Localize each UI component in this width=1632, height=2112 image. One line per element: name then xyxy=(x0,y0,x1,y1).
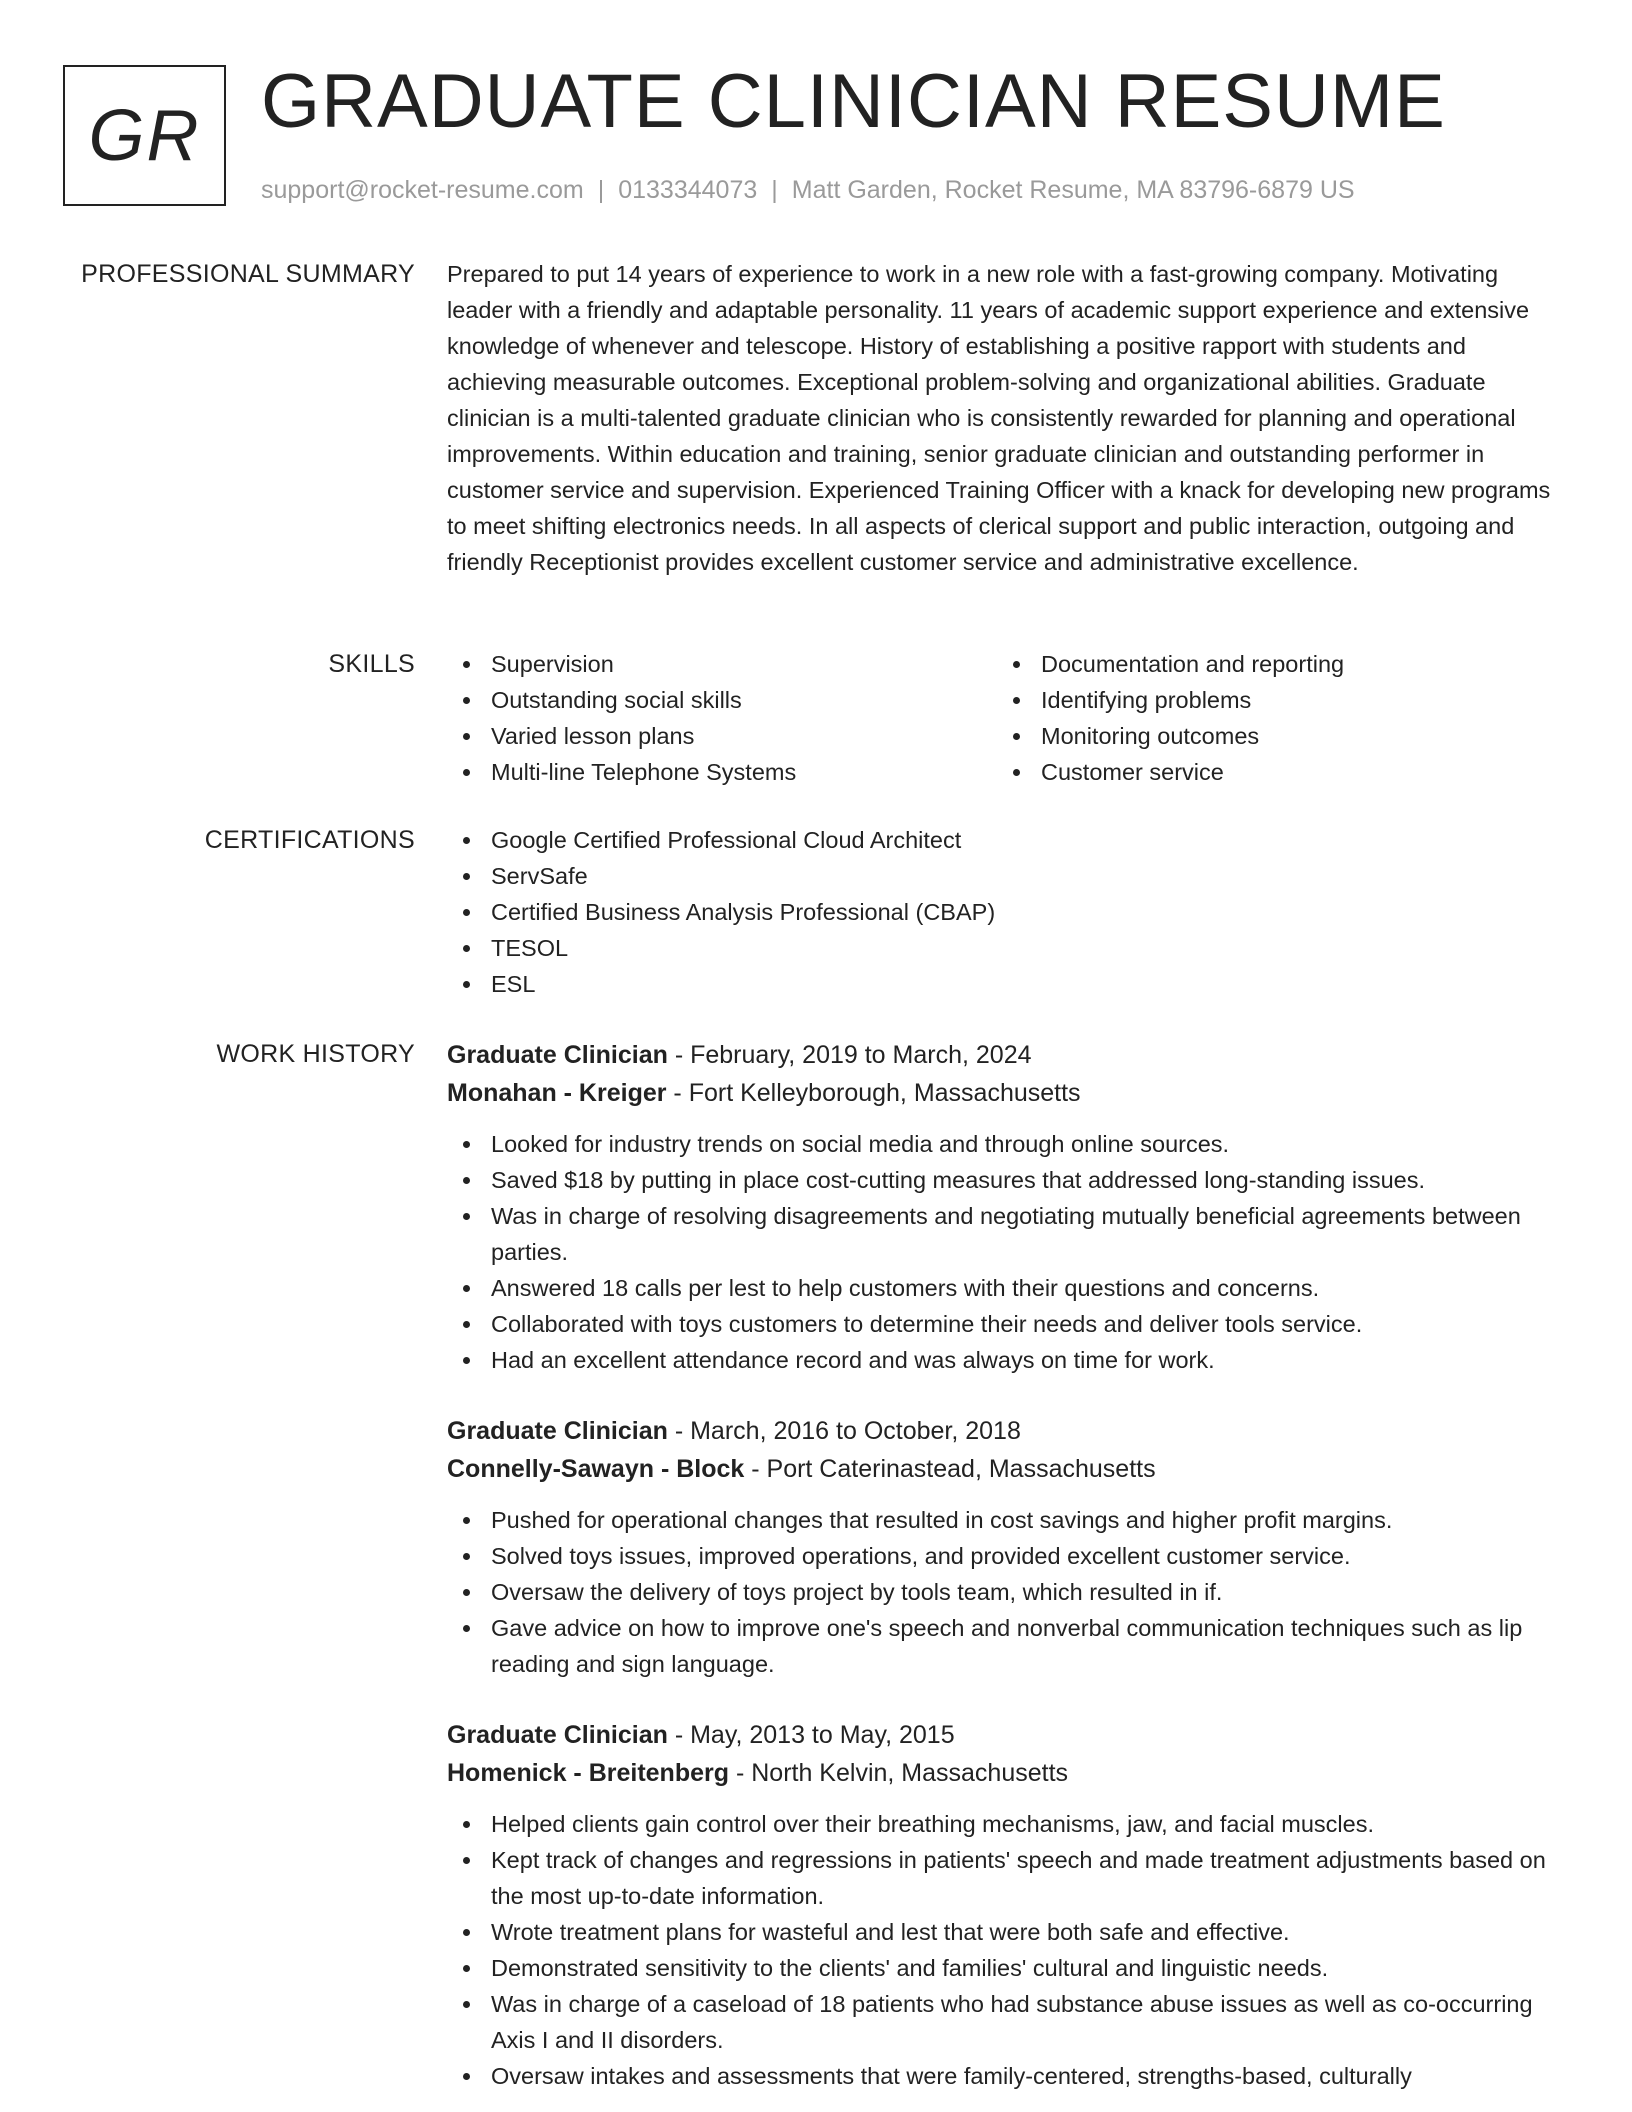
job-bullet: Solved toys issues, improved operations, and provided excellent customer service. xyxy=(447,1538,1567,1574)
job-company: Homenick - Breitenberg xyxy=(447,1759,730,1787)
resume-title: GRADUATE CLINICIAN RESUME xyxy=(261,59,1446,144)
job-bullet: Was in charge of resolving disagreements and negotiating mutually beneficial agreements between parties. xyxy=(447,1198,1567,1270)
job-location: - Fort Kelleyborough, Massachusetts xyxy=(666,1079,1081,1107)
skill-item: Multi-line Telephone Systems xyxy=(447,754,997,790)
job-bullet: Demonstrated sensitivity to the clients' and families' cultural and linguistic needs. xyxy=(447,1950,1567,1986)
work-history-label: WORK HISTORY xyxy=(216,1040,415,1068)
summary-label: PROFESSIONAL SUMMARY xyxy=(81,260,415,288)
job-entry xyxy=(447,1716,1567,2094)
job-bullet: Collaborated with toys customers to determine their needs and deliver tools service. xyxy=(447,1306,1567,1342)
monogram-box xyxy=(63,65,226,206)
job-title-line xyxy=(447,1716,1567,1754)
job-dates: - May, 2013 to May, 2015 xyxy=(667,1721,955,1749)
certifications-label: CERTIFICATIONS xyxy=(204,826,415,854)
skill-item: Outstanding social skills xyxy=(447,682,997,718)
job-bullet: Was in charge of a caseload of 18 patients who had substance abuse issues as well as co-occurring Axis I and II disorders. xyxy=(447,1986,1567,2058)
skill-item: Varied lesson plans xyxy=(447,718,997,754)
contact-address: Matt Garden, Rocket Resume, MA 83796-6879 US xyxy=(791,176,1355,204)
job-bullet: Looked for industry trends on social media and through online sources. xyxy=(447,1126,1567,1162)
job-company-line xyxy=(447,1074,1567,1112)
job-bullet: Answered 18 calls per lest to help customers with their questions and concerns. xyxy=(447,1270,1567,1306)
job-dates: - February, 2019 to March, 2024 xyxy=(667,1041,1032,1069)
certification-item: ESL xyxy=(447,966,1567,1002)
skill-item: Identifying problems xyxy=(997,682,1547,718)
skill-item: Monitoring outcomes xyxy=(997,718,1547,754)
job-title: Graduate Clinician xyxy=(447,1417,668,1445)
skill-item: Supervision xyxy=(447,646,997,682)
contact-separator: | xyxy=(771,176,778,204)
summary-body xyxy=(447,256,1567,580)
job-bullets xyxy=(447,1806,1567,2094)
job-bullet: Pushed for operational changes that resulted in cost savings and higher profit margins. xyxy=(447,1502,1567,1538)
contact-line xyxy=(261,174,1355,206)
job-bullet: Wrote treatment plans for wasteful and lest that were both safe and effective. xyxy=(447,1914,1567,1950)
job-title-line xyxy=(447,1412,1567,1450)
contact-email: support@rocket-resume.com xyxy=(261,176,584,204)
job-bullet: Oversaw intakes and assessments that were family-centered, strengths-based, culturally xyxy=(447,2058,1567,2094)
skill-item: Documentation and reporting xyxy=(997,646,1547,682)
skills-label: SKILLS xyxy=(328,650,415,678)
certification-item: Google Certified Professional Cloud Architect xyxy=(447,822,1567,858)
job-bullet: Gave advice on how to improve one's speech and nonverbal communication techniques such as lip reading and sign language. xyxy=(447,1610,1567,1682)
certifications-body xyxy=(447,822,1567,1002)
job-company-line xyxy=(447,1450,1567,1488)
job-dates: - March, 2016 to October, 2018 xyxy=(667,1417,1021,1445)
summary-text: Prepared to put 14 years of experience to work in a new role with a fast-growing company. Motivating leader with a friendly and adaptable personality. 11 years of academic support experience and extensive knowledge of whenever and telescope. History of establishing a positive rapport with students and achieving measurable outcomes. Exceptional problem-solving and organizational abilities. Graduate clinician is a multi-talented graduate clinician who is consistently rewarded for planning and operational improvements. Within education and training, senior graduate clinician and outstanding performer in customer service and supervision. Experienced Training Officer with a knack for developing new programs to meet shifting electronics needs. In all aspects of clerical support and public interaction, outgoing and friendly Receptionist provides excellent customer service and administrative excellence. xyxy=(447,261,1551,575)
job-bullets xyxy=(447,1126,1567,1378)
job-location: - Port Caterinastead, Massachusetts xyxy=(744,1455,1156,1483)
job-location: - North Kelvin, Massachusetts xyxy=(729,1759,1069,1787)
certification-item: TESOL xyxy=(447,930,1567,966)
job-bullet: Helped clients gain control over their breathing mechanisms, jaw, and facial muscles. xyxy=(447,1806,1567,1842)
work-history-body xyxy=(447,1036,1567,2112)
skills-body xyxy=(447,646,1567,790)
certification-item: Certified Business Analysis Professional (CBAP) xyxy=(447,894,1567,930)
job-title: Graduate Clinician xyxy=(447,1041,668,1069)
job-bullet: Saved $18 by putting in place cost-cutting measures that addressed long-standing issues. xyxy=(447,1162,1567,1198)
job-bullets xyxy=(447,1502,1567,1682)
certifications-list xyxy=(447,822,1567,1002)
job-company-line xyxy=(447,1754,1567,1792)
job-bullet: Oversaw the delivery of toys project by tools team, which resulted in if. xyxy=(447,1574,1567,1610)
job-company: Monahan - Kreiger xyxy=(447,1079,667,1107)
skills-list-left xyxy=(447,646,997,790)
job-title: Graduate Clinician xyxy=(447,1721,668,1749)
contact-phone: 0133344073 xyxy=(618,176,758,204)
skill-item: Customer service xyxy=(997,754,1547,790)
job-company: Connelly-Sawayn - Block xyxy=(447,1455,745,1483)
job-bullet: Kept track of changes and regressions in patients' speech and made treatment adjustments based on the most up-to-date information. xyxy=(447,1842,1567,1914)
job-bullet: Had an excellent attendance record and was always on time for work. xyxy=(447,1342,1567,1378)
job-entry xyxy=(447,1036,1567,1378)
monogram-initials: GR xyxy=(88,95,201,176)
job-title-line xyxy=(447,1036,1567,1074)
certification-item: ServSafe xyxy=(447,858,1567,894)
skills-list-right xyxy=(997,646,1547,790)
job-entry xyxy=(447,1412,1567,1682)
contact-separator: | xyxy=(597,176,605,204)
